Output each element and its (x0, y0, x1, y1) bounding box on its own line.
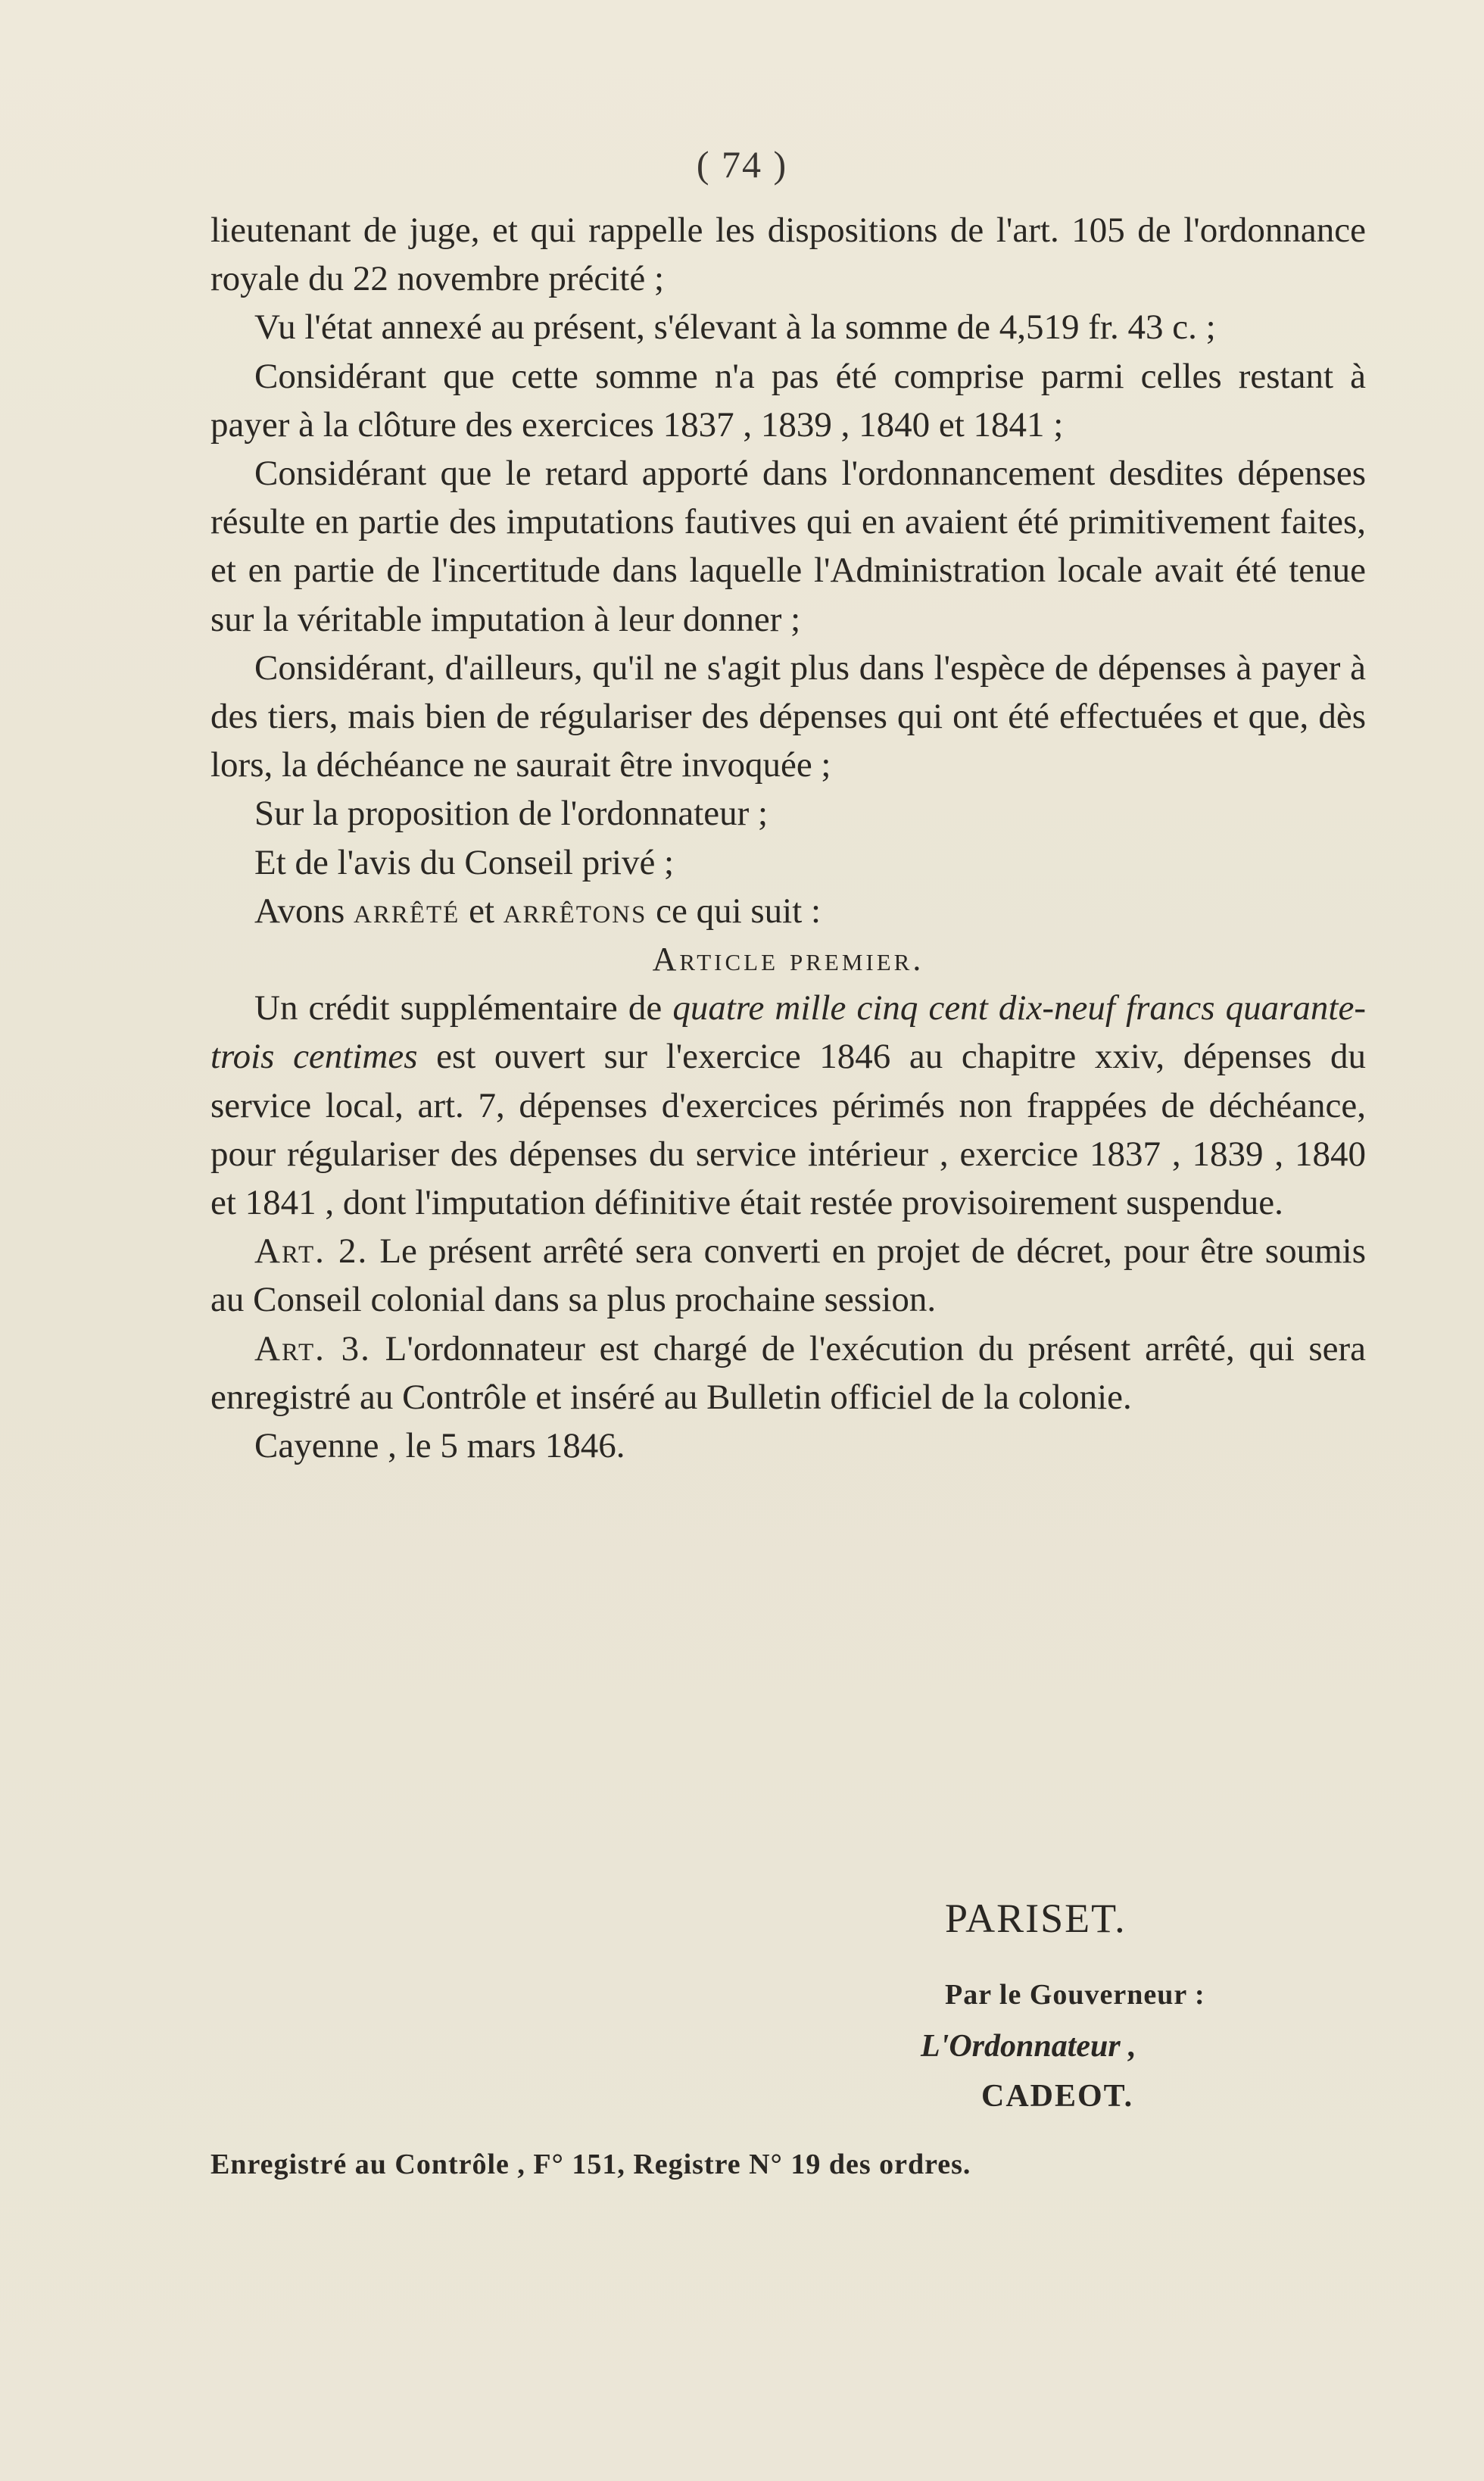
decree-word-1: Avons (254, 891, 345, 931)
article-3-label: Art. 3. (254, 1328, 371, 1368)
decree-word-5: ce qui suit : (656, 891, 822, 931)
decree-word-3: et (469, 891, 494, 931)
signatory-name: PARISET. (945, 1896, 1127, 1941)
paragraph-decree (210, 887, 1366, 935)
document-body (210, 206, 1366, 1470)
article-2-text: Le présent arrêté sera converti en projet de décret, pour être soumis au Conseil colonial dans sa plus prochaine session. (210, 1231, 1366, 1320)
paragraph-vu: Vu l'état annexé au présent, s'élevant à la somme de 4,519 fr. 43 c. ; (254, 307, 1216, 348)
signatory-role: L'Ordonnateur , (921, 2029, 1136, 2064)
article-1-before: Un crédit supplémentaire de (254, 988, 673, 1028)
paragraph-considerant-1: Considérant que cette somme n'a pas été comprise parmi celles restant à payer à la clôture des exercices 1837 , 1839 , 1840 et 1841 ; (210, 356, 1366, 445)
article-3 (210, 1325, 1366, 1422)
decree-word-4: arrêtons (503, 891, 647, 931)
article-1 (210, 984, 1366, 1227)
paragraph-considerant-3: Considérant, d'ailleurs, qu'il ne s'agit plus dans l'espèce de dépenses à payer à des tiers, mais bien de régulariser des dépenses qui ont été effectuées et que, dès lors, la déchéance ne saurait être invoquée ; (210, 648, 1366, 785)
article-2 (210, 1227, 1366, 1324)
article-1-amount: quatre mille cinq cent dix-neuf francs quarante-trois centimes (210, 988, 1366, 1077)
countersignatory-name: CADEOT. (981, 2079, 1134, 2114)
paragraph-continuation: lieutenant de juge, et qui rappelle les dispositions de l'art. 105 de l'ordonnance royale du 22 novembre précité ; (210, 211, 1366, 299)
article-2-label: Art. 2. (254, 1231, 369, 1272)
article-3-text: L'ordonnateur est chargé de l'exécution du présent arrêté, qui sera enregistré au Contrôle et inséré au Bulletin officiel de la colonie. (210, 1328, 1366, 1417)
page-number: ( 74 ) (696, 143, 788, 186)
place-date: Cayenne , le 5 mars 1846. (254, 1426, 625, 1466)
paragraph-avis: Et de l'avis du Conseil privé ; (254, 842, 675, 882)
paragraph-proposition: Sur la proposition de l'ordonnateur ; (254, 794, 768, 834)
article-1-after: est ouvert sur l'exercice 1846 au chapitre xxiv, dépenses du service local, art. 7, dépenses d'exercices périmés non frappées de déchéance, pour régulariser des dépenses du service intérieur , exercice 1837 , 1839 , 1840 et 1841 , dont l'imputation définitive était restée provisoirement suspendue. (210, 1037, 1366, 1223)
registration-note: Enregistré au Contrôle , F° 151, Registre N° 19 des ordres. (210, 2149, 971, 2180)
article-heading: Article premier. (652, 941, 924, 978)
decree-word-2: arrêté (354, 891, 460, 931)
signatory-by: Par le Gouverneur : (945, 1979, 1205, 2011)
paragraph-considerant-2: Considérant que le retard apporté dans l'ordonnancement desdites dépenses résulte en partie des imputations fautives qui en avaient été primitivement faites, et en partie de l'incertitude dans laquelle l'Administration locale avait été tenue sur la véritable imputation à leur donner ; (210, 454, 1366, 639)
